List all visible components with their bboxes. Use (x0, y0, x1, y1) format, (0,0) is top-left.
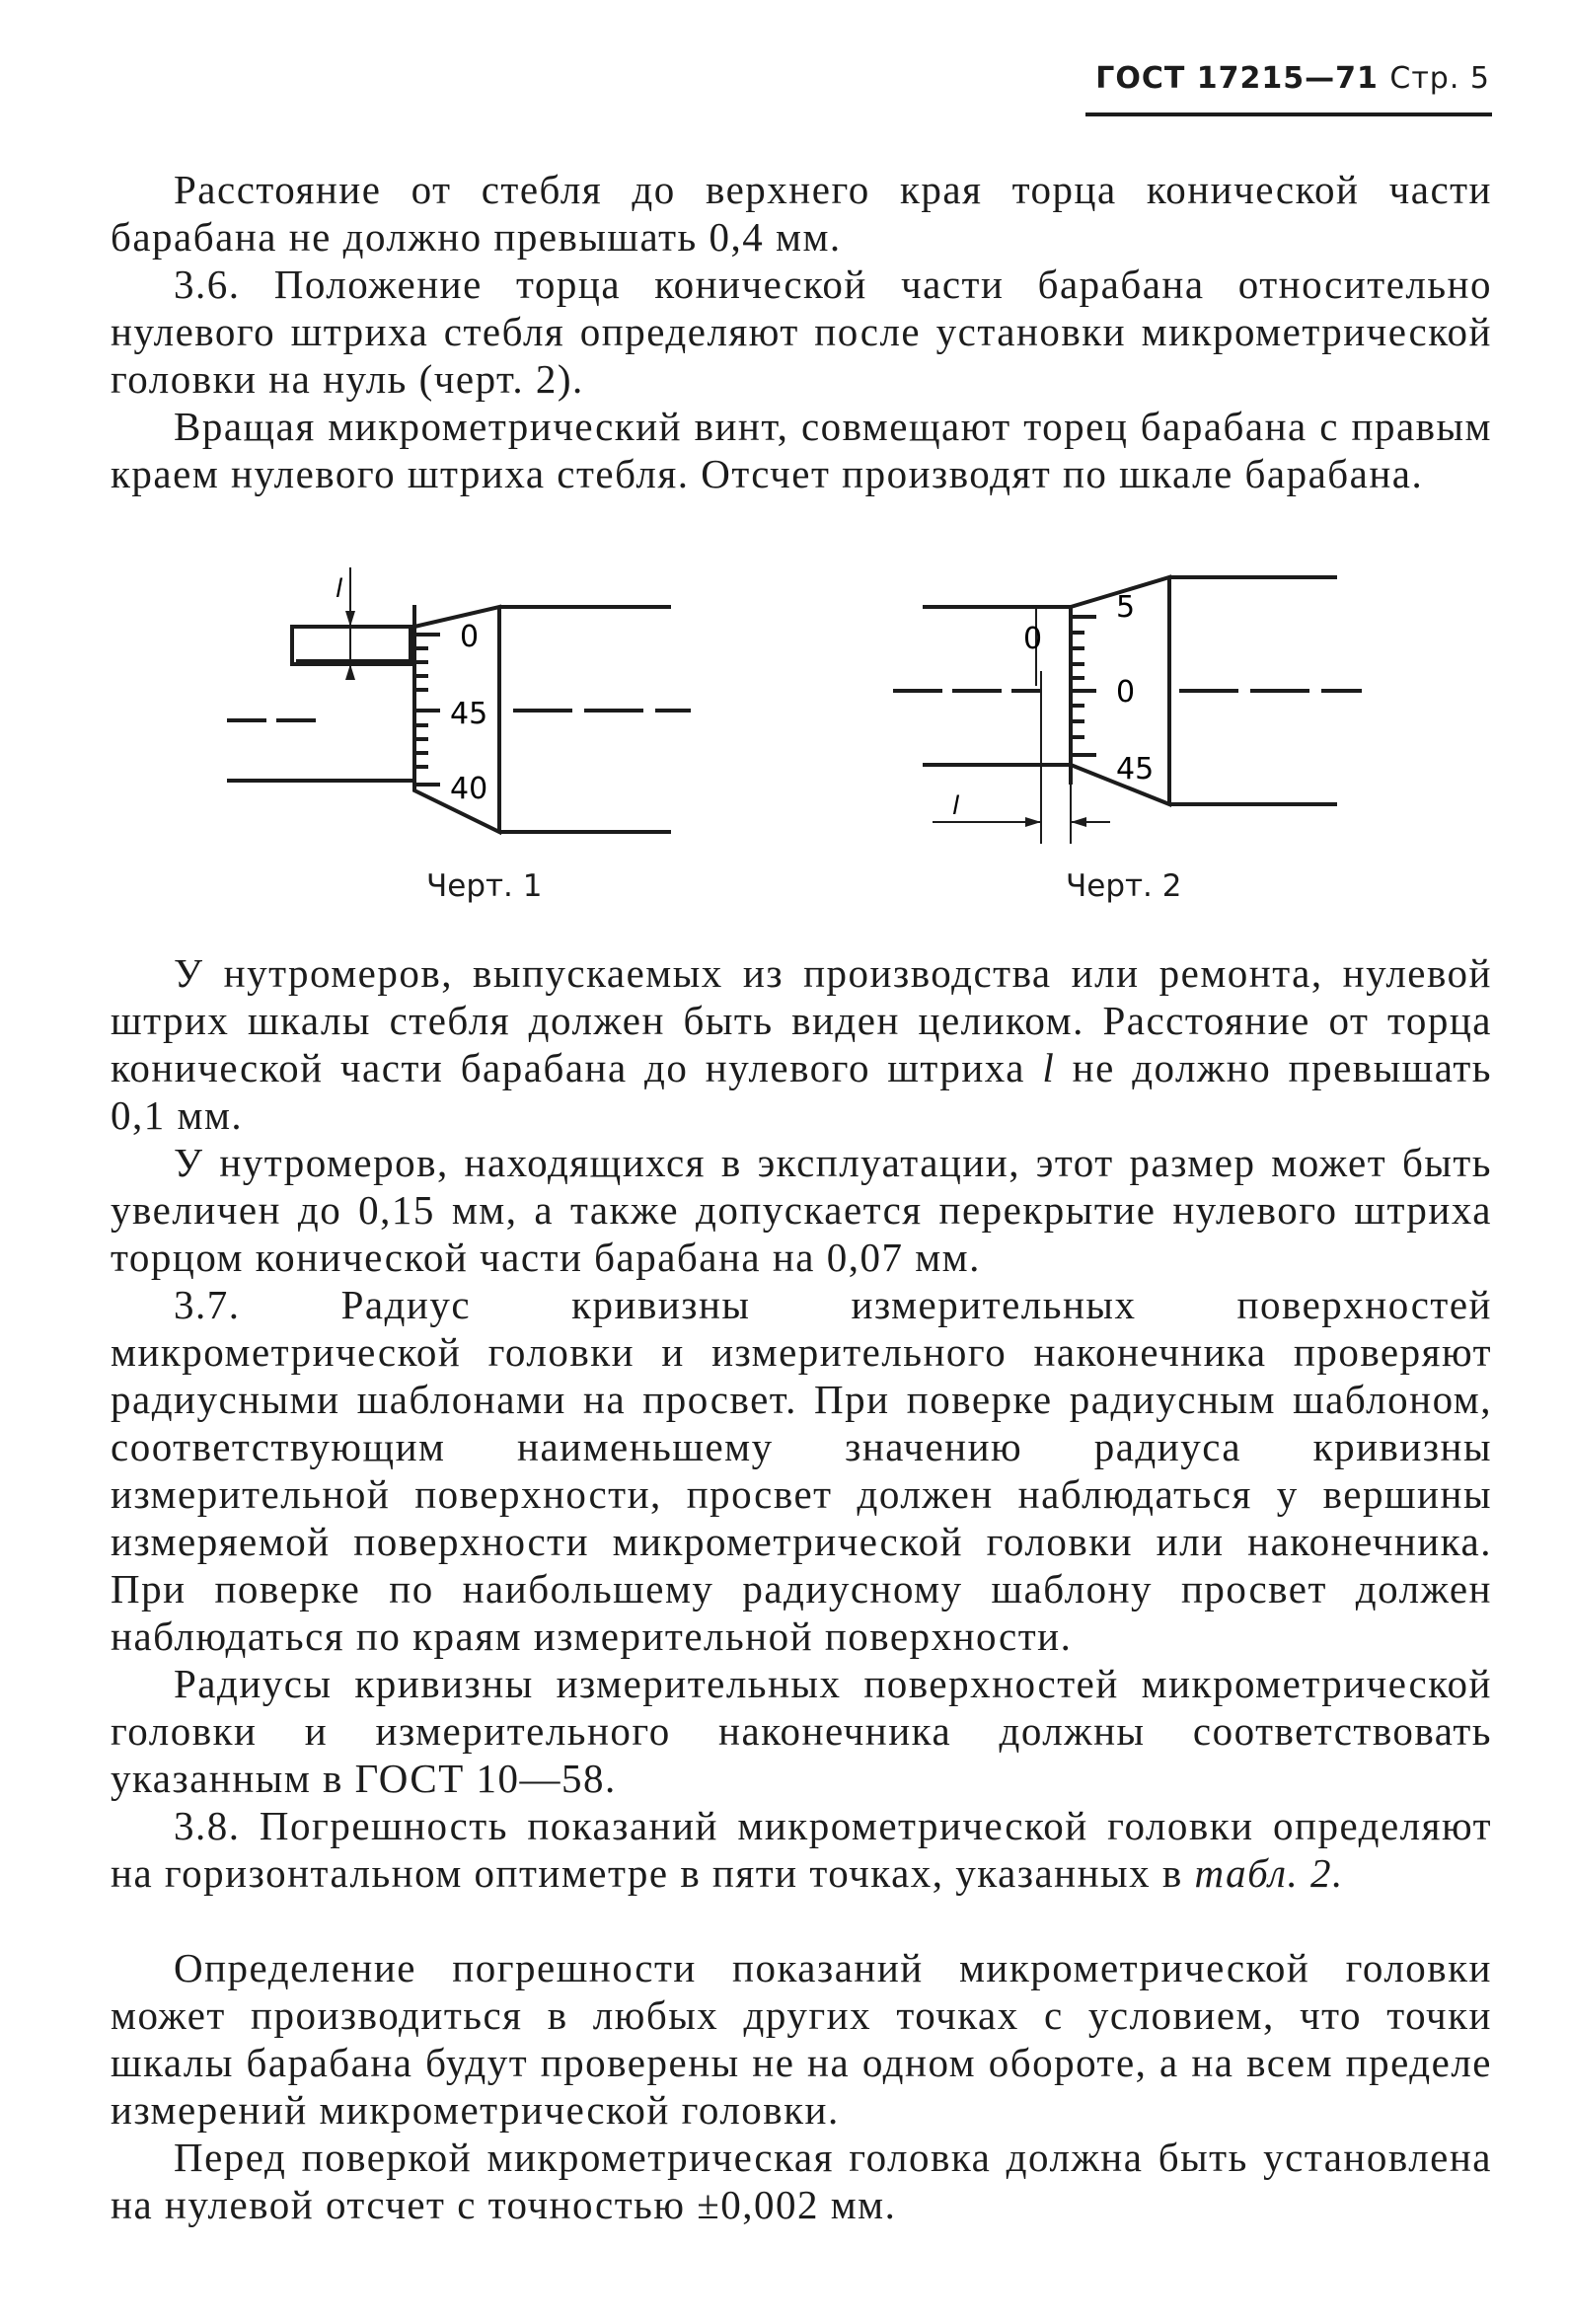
paragraph-3-7: 3.7. Радиус кривизны измерительных поверхностей микрометрической головки и измерительного наконечника проверяют радиусными шаблонами на просвет. При поверке радиусным шаблоном, соответствующим наименьшему значению радиуса кривизны измерительной поверхности, просвет должен наблюдаться у вершины измеряемой поверхности микрометрической головки или наконечника. При поверке по наибольшему радиусному шаблону просвет должен наблюдаться по краям измерительной поверхности. (111, 1282, 1492, 1659)
table-reference: табл. 2. (1194, 1850, 1344, 1896)
page-number: Стр. 5 (1389, 61, 1490, 96)
paragraph-1: Расстояние от стебля до верхнего края торца конической части барабана не должно превышать 0,4 мм. (111, 167, 1492, 260)
dimension-l-symbol: l (1042, 1045, 1056, 1090)
paragraph-3-8 (111, 1802, 1492, 1897)
paragraph-error-determination: Определение погрешности показаний микрометрической головки может производиться в любых других точках с условием, что точки шкалы барабана будут проверены не на одном обороте, а на всем пределе измерений микрометрической головки. (111, 1945, 1492, 2133)
figure-2-scale-0: 0 (1116, 675, 1136, 710)
paragraph-zero-setting: Перед поверкой микрометрическая головка должна быть установлена на нулевой отсчет с точностью ±0,002 мм. (111, 2135, 1492, 2227)
paragraph-4-text-b: не должно превышать 0,1 мм. (111, 1045, 1493, 1138)
figure-1-scale-45: 45 (450, 697, 488, 731)
page-header (1095, 61, 1490, 96)
document-title: ГОСТ 17215—71 (1095, 61, 1379, 96)
paragraph-radii: Радиусы кривизны измерительных поверхностей микрометрической головки и измерительного наконечника должны соответствовать указанным в ГОСТ 10—58. (111, 1661, 1492, 1801)
figure-2-scale-45: 45 (1116, 752, 1155, 787)
figure-1-scale-0: 0 (460, 620, 480, 654)
figure-1 (217, 567, 730, 868)
paragraph-inside-micrometers-new (111, 949, 1492, 1139)
figure-2-stem-zero: 0 (1023, 622, 1043, 656)
paragraph-4-text-a: У нутромеров, выпускаемых из производства или ремонта, нулевой штрих шкалы стебля должен быть виден целиком. Расстояние от торца конической части барабана до нулевого штриха (111, 950, 1492, 1090)
figure-2-caption: Черт. 2 (1066, 868, 1182, 904)
figure-2-drawing (893, 567, 1406, 863)
figure-1-caption: Черт. 1 (426, 868, 543, 904)
paragraph-inside-micrometers-in-use: У нутромеров, находящихся в эксплуатации, этот размер может быть увеличен до 0,15 мм, а также допускается перекрытие нулевого штриха торцом конической части барабана на 0,07 мм. (111, 1140, 1492, 1280)
figure-2 (893, 567, 1406, 868)
figure-1-drawing (217, 567, 730, 863)
figure-2-dim-label: l (952, 791, 960, 821)
paragraph-3-6-reading: Вращая микрометрический винт, совмещают торец барабана с правым краем нулевого штриха стебля. Отсчет производят по шкале барабана. (111, 404, 1492, 496)
figure-1-dim-label: l (336, 574, 343, 604)
header-rule (1085, 112, 1492, 116)
figure-2-scale-5: 5 (1116, 590, 1136, 625)
figure-1-scale-40: 40 (450, 772, 488, 806)
paragraph-3-6: 3.6. Положение торца конической части барабана относительно нулевого штриха стебля определяют после установки микрометрической головки на нуль (черт. 2). (111, 262, 1492, 402)
paragraph-3-8-text: 3.8. Погрешность показаний микрометрической головки определяют на горизонтальном оптиметре в пяти точках, указанных в (111, 1803, 1492, 1896)
